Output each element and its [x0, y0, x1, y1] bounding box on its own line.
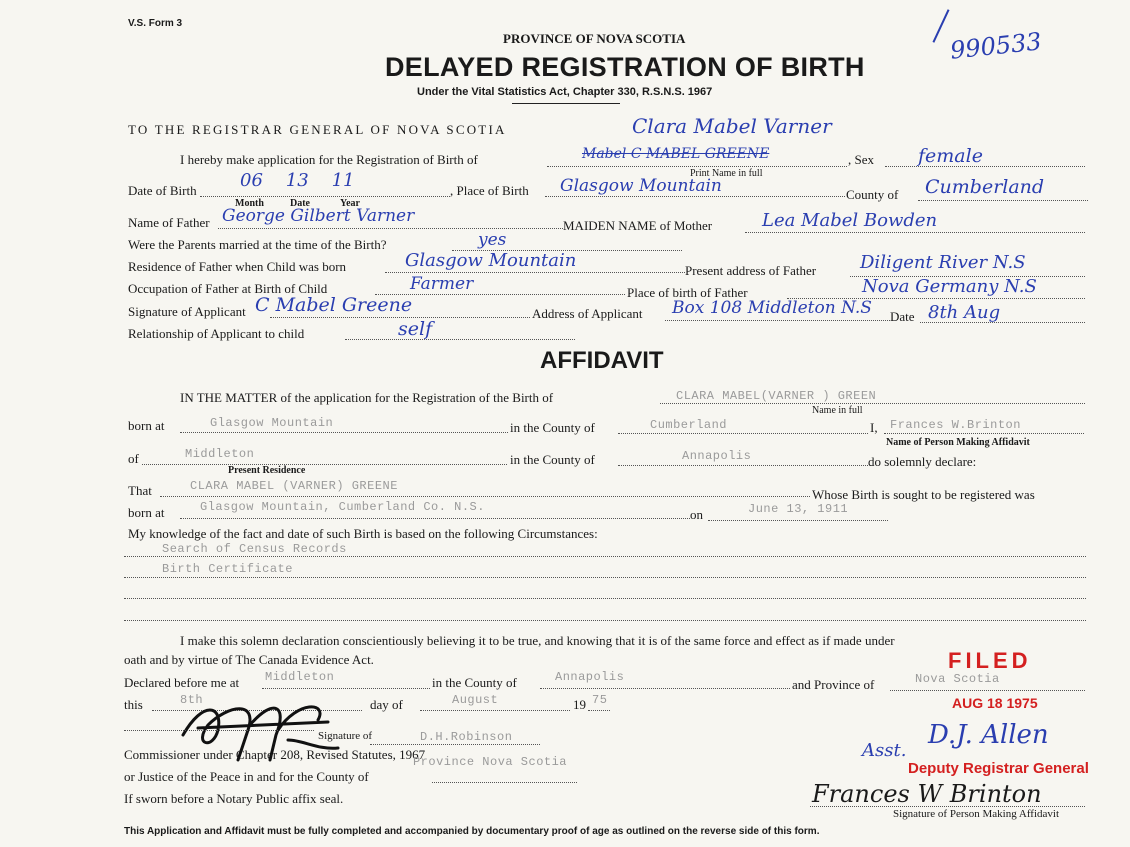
affiant-caption: Name of Person Making Affidavit [886, 437, 1030, 448]
occupation-label: Occupation of Father at Birth of Child [128, 281, 328, 296]
married-value: yes [478, 230, 507, 250]
present-res-caption: Present Residence [228, 465, 306, 476]
declare-label: do solemnly declare: [868, 454, 977, 469]
form-title: DELAYED REGISTRATION OF BIRTH [385, 52, 865, 82]
address-value: Box 108 Middleton N.S [672, 298, 872, 318]
form-number: V.S. Form 3 [128, 18, 183, 29]
commissioner-line: Commissioner under Chapter 208, Revised Statutes, 1967 [124, 747, 426, 762]
present-addr-value: Diligent River N.S [860, 252, 1026, 273]
of-value: Middleton [185, 447, 255, 461]
county2-value: Annapolis [682, 449, 752, 463]
dob-label: Date of Birth [128, 183, 197, 198]
print-name-caption: Print Name in full [690, 168, 763, 179]
relationship-value: self [398, 318, 433, 340]
born-at-value: Glasgow Mountain [210, 416, 334, 430]
asst-annotation: Asst. [862, 740, 907, 761]
mother-label: MAIDEN NAME of Mother [563, 218, 713, 233]
this-label: this [124, 697, 143, 712]
date-applied-value: 8th Aug [928, 302, 1001, 323]
of-label: of [128, 451, 139, 466]
title-rule [512, 103, 620, 104]
birth-of-label: I hereby make application for the Registration of Birth of [180, 152, 478, 167]
name-full-caption: Name in full [812, 405, 863, 416]
form-subtitle: Under the Vital Statistics Act, Chapter 330, R.S.N.S. 1967 [417, 86, 713, 98]
justice-value: Province Nova Scotia [412, 755, 568, 769]
applicant-name: Clara Mabel Varner [632, 114, 832, 138]
notary-line: If sworn before a Notary Public affix seal. [124, 791, 344, 806]
declaration-line-2: oath and by virtue of The Canada Evidence Act. [124, 652, 374, 667]
affiant-name-value: Frances W.Brinton [890, 418, 1021, 432]
this-value: 8th [180, 693, 204, 707]
in-county3-label: in the County of [432, 675, 517, 690]
married-label: Were the Parents married at the time of the Birth? [128, 237, 387, 252]
sex-value: female [918, 145, 983, 167]
birth-of-value: Mabel C MABEL GREENE [582, 146, 770, 162]
circumstance-1: Search of Census Records [162, 542, 347, 556]
matter-value: CLARA MABEL(VARNER ) GREEN [676, 389, 877, 403]
place-label: , Place of Birth [450, 183, 529, 198]
county1-value: Cumberland [650, 418, 728, 432]
affidavit-title: AFFIDAVIT [540, 347, 664, 374]
filed-stamp: FILED [948, 648, 1032, 673]
province-label: and Province of [792, 677, 875, 692]
residence-label: Residence of Father when Child was born [128, 259, 347, 274]
father-label: Name of Father [128, 215, 210, 230]
born-at2-value: Glasgow Mountain, Cumberland Co. N.S. [200, 500, 485, 514]
footer-note: This Application and Affidavit must be fully completed and accompanied by documentary proof of age as outlined on the reverse side of this form. [124, 826, 820, 837]
province-value: Nova Scotia [915, 672, 1000, 686]
affiant-signature: Frances W Brinton [812, 780, 1042, 808]
to-registrar: TO THE REGISTRAR GENERAL OF NOVA SCOTIA [128, 122, 507, 137]
deputy-registrar-label: Deputy Registrar General [908, 760, 1089, 777]
year-caption: Year [340, 198, 360, 209]
relationship-label: Relationship of Applicant to child [128, 326, 305, 341]
mother-value: Lea Mabel Bowden [762, 210, 938, 231]
filed-date: AUG 18 1975 [952, 695, 1038, 711]
circumstance-2: Birth Certificate [162, 562, 293, 576]
born-at2-label: born at [128, 505, 165, 520]
born-at-label: born at [128, 418, 165, 433]
sig-of-label: Signature of [318, 730, 373, 742]
county3-value: Annapolis [555, 670, 625, 684]
registration-number: 990533 [948, 27, 1043, 65]
knowledge-label: My knowledge of the fact and date of such Birth is based on the following Circumstances: [128, 526, 598, 541]
province-heading: PROVINCE OF NOVA SCOTIA [503, 31, 686, 46]
declaration-line-1: I make this solemn declaration conscientiously believing it to be true, and knowing that it is of the same force and effect as if made under [180, 633, 895, 648]
in-county2-label: in the County of [510, 452, 595, 467]
signature-label: Signature of Applicant [128, 304, 246, 319]
justice-line: or Justice of the Peace in and for the County of [124, 769, 369, 784]
father-birth-label: Place of birth of Father [627, 285, 748, 300]
in-county-label: in the County of [510, 420, 595, 435]
dob-value: 06 13 11 [240, 170, 355, 191]
county-label: County of [846, 187, 899, 202]
residence-value: Glasgow Mountain [405, 250, 577, 271]
declared-at-value: Middleton [265, 670, 335, 684]
declared-label: Declared before me at [124, 675, 240, 690]
place-value: Glasgow Mountain [560, 176, 722, 196]
occupation-value: Farmer [410, 274, 474, 294]
address-label: Address of Applicant [532, 306, 643, 321]
i-label: I, [870, 420, 878, 435]
affiant-sig-caption: Signature of Person Making Affidavit [893, 808, 1059, 820]
registrar-initials: D.J. Allen [928, 720, 1049, 750]
that-value: CLARA MABEL (VARNER) GREENE [190, 479, 398, 493]
month-caption: Month [235, 198, 264, 209]
father-value: George Gilbert Varner [222, 206, 415, 226]
on-label: on [690, 507, 703, 522]
county-value: Cumberland [925, 176, 1045, 198]
date-applied-label: Date [890, 309, 915, 324]
year-value: 75 [592, 693, 608, 707]
checkmark-icon [932, 9, 949, 42]
day-of-label: day of [370, 697, 403, 712]
present-addr-label: Present address of Father [685, 263, 817, 278]
on-value: June 13, 1911 [748, 502, 849, 516]
matter-label: IN THE MATTER of the application for the Registration of the Birth of [180, 390, 554, 405]
commissioner-name: D.H.Robinson [420, 730, 513, 744]
date-caption: Date [290, 198, 310, 209]
whose-birth-label: Whose Birth is sought to be registered was [812, 487, 1035, 502]
father-birth-value: Nova Germany N.S [862, 276, 1037, 297]
year-prefix: 19 [573, 697, 586, 712]
sex-label: , Sex [848, 152, 874, 167]
month-value: August [452, 693, 499, 707]
applicant-signature: C Mabel Greene [255, 294, 413, 316]
that-label: That [128, 483, 152, 498]
